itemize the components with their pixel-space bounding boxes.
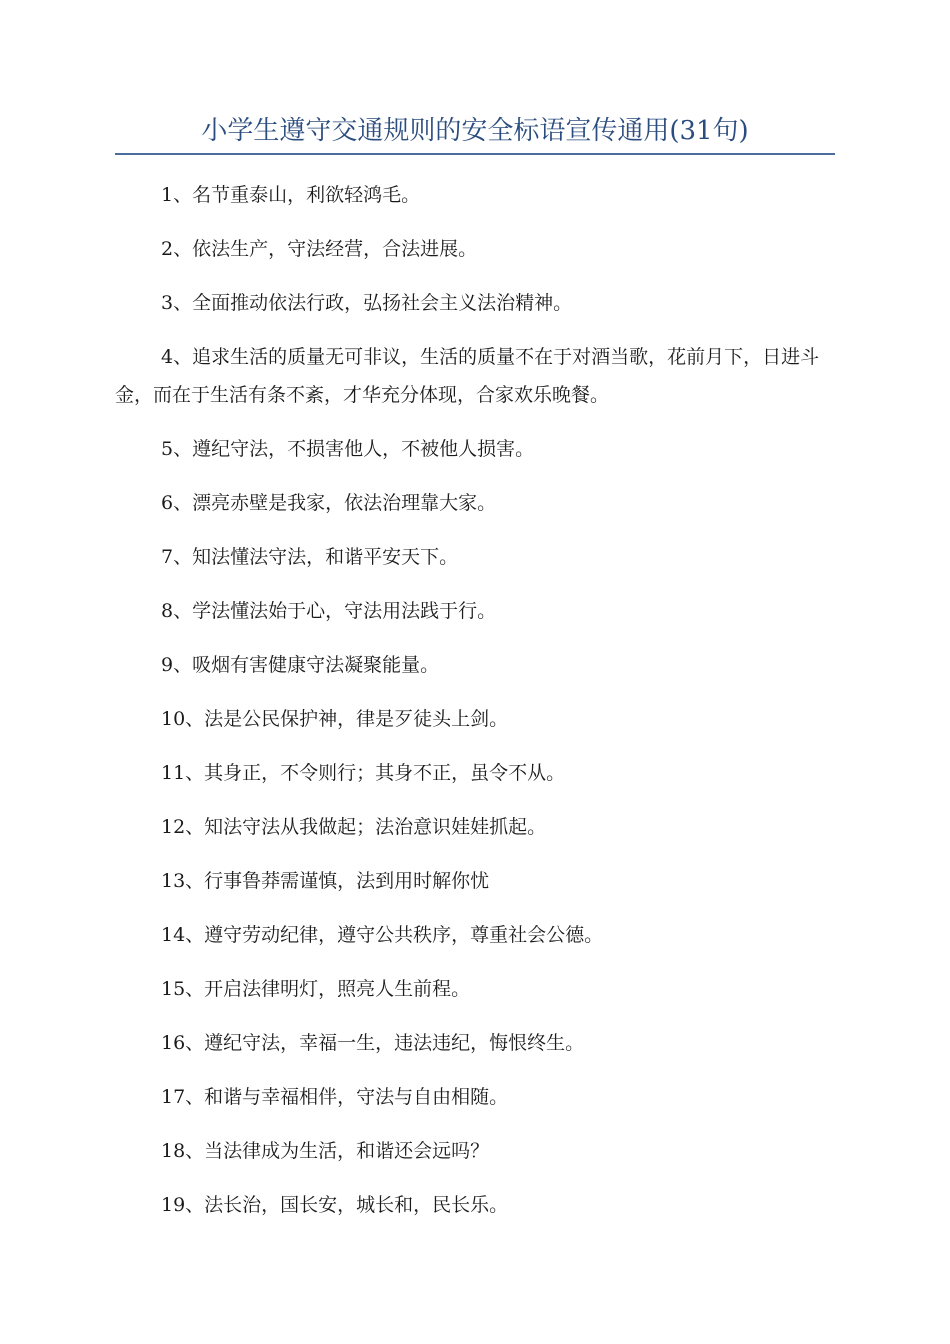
slogan-list: [115, 176, 835, 1240]
slogan-item: 18、当法律成为生活，和谐还会远吗？: [161, 1140, 490, 1162]
slogan-item: 12、知法守法从我做起；法治意识娃娃抓起。: [161, 816, 547, 838]
slogan-item: 19、法长治，国长安，城长和，民长乐。: [161, 1194, 509, 1216]
slogan-item: 9、吸烟有害健康守法凝聚能量。: [161, 654, 440, 676]
slogan-item: 3、全面推动依法行政，弘扬社会主义法治精神。: [161, 292, 573, 314]
slogan-item: 10、法是公民保护神，律是歹徒头上剑。: [161, 708, 509, 730]
slogan-item: 7、知法懂法守法，和谐平安天下。: [161, 546, 459, 568]
slogan-item: 16、遵纪守法，幸福一生，违法违纪，悔恨终生。: [161, 1032, 585, 1054]
slogan-item: 5、遵纪守法，不损害他人，不被他人损害。: [161, 438, 535, 460]
slogan-item: 11、其身正，不令则行；其身不正，虽令不从。: [161, 762, 566, 784]
slogan-item: 6、漂亮赤壁是我家，依法治理靠大家。: [161, 492, 497, 514]
slogan-item: 15、开启法律明灯，照亮人生前程。: [161, 978, 471, 1000]
slogan-item: 13、行事鲁莽需谨慎，法到用时解你忧: [161, 870, 490, 892]
slogan-item: 4、追求生活的质量无可非议，生活的质量不在于对酒当歌，花前月下，日进斗金，而在于生活有条不紊，才华充分体现，合家欢乐晚餐。: [115, 346, 820, 406]
slogan-item: 17、和谐与幸福相伴，守法与自由相随。: [161, 1086, 509, 1108]
title-underline: [115, 153, 835, 155]
slogan-item: 1、名节重泰山，利欲轻鸿毛。: [161, 184, 421, 206]
slogan-item: 14、遵守劳动纪律，遵守公共秩序，尊重社会公德。: [161, 924, 604, 946]
slogan-item: 8、学法懂法始于心，守法用法践于行。: [161, 600, 497, 622]
document-title: 小学生遵守交通规则的安全标语宣传通用(31句): [201, 116, 749, 146]
slogan-item: 2、依法生产，守法经营，合法进展。: [161, 238, 478, 260]
